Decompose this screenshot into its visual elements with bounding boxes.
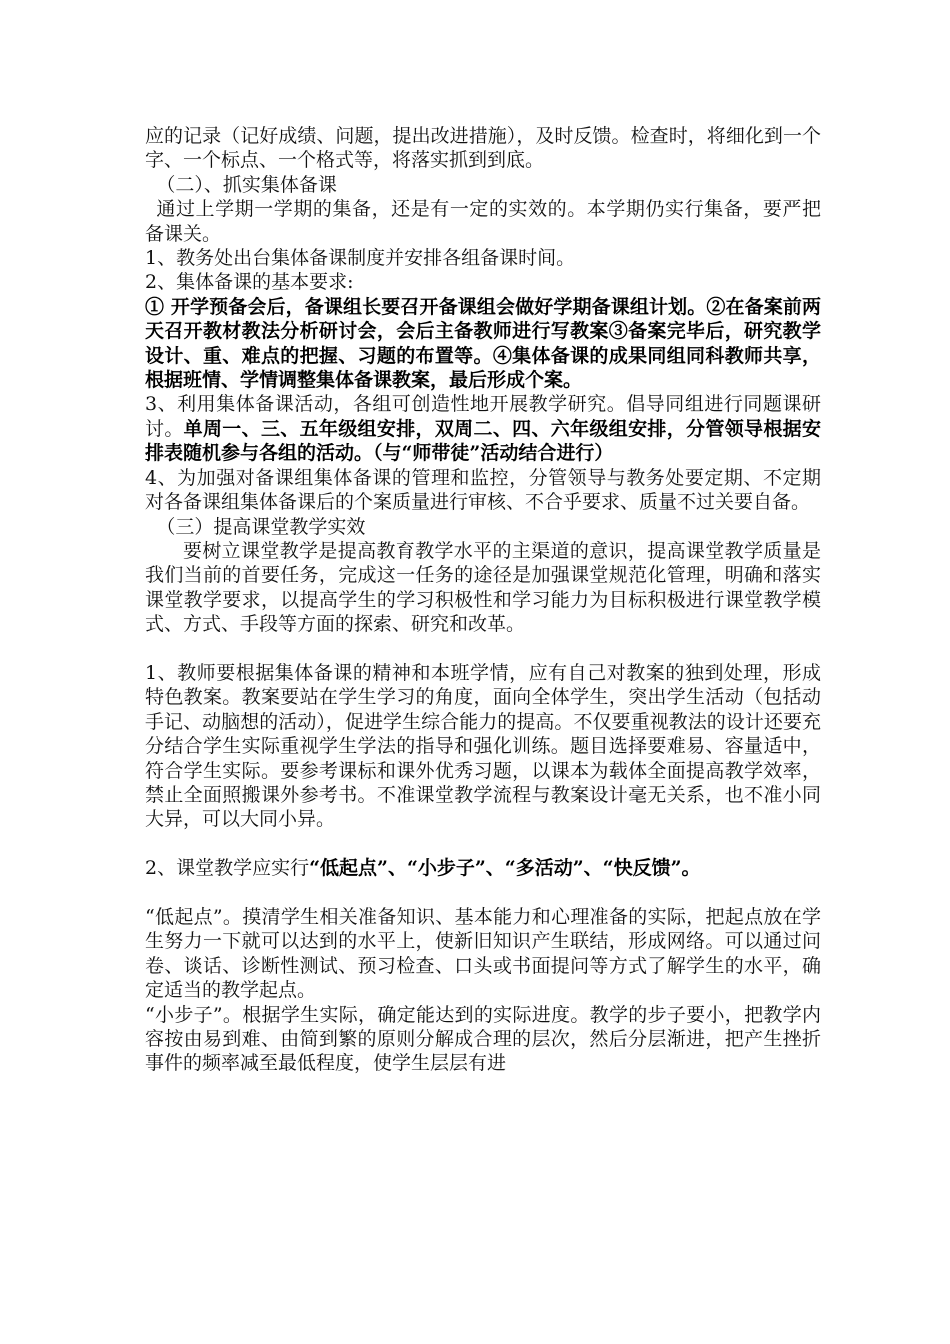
paragraph-item-1: 1、教务处出台集体备课制度并安排各组备课时间。 [145, 247, 576, 270]
paragraph-spacer [145, 637, 821, 661]
item-3-text: 3、利用集体备课活动，各组可创造性地开展教学研究。倡导同组进行同题课研讨。 [145, 393, 821, 440]
paragraph-record-feedback: 应的记录（记好成绩、问题，提出改进措施），及时反馈。检查时，将细化到一个字、一个标点、一个格式等，将落实抓到到底。 [145, 125, 821, 172]
paragraph-classroom-intro: 要树立课堂教学是提高教育教学水平的主渠道的意识，提高课堂教学质量是我们当前的首要任务，完成这一任务的途径是加强课堂规范化管理，明确和落实课堂教学要求，以提高学生的学习积极性和学习能力为目标积极进行课堂教学模式、方式、手段等方面的探索、研究和改革。 [145, 539, 821, 636]
paragraph-low-starting-point: “低起点”。摸清学生相关准备知识、基本能力和心理准备的实际，把起点放在学生努力一下就可以达到的水平上，使新旧知识产生联结，形成网络。可以通过问卷、谈话、诊断性测试、预习检查、口头或书面提问等方式了解学生的水平，确定适当的教学起点。 [145, 905, 821, 1002]
paragraph-requirements-bold: ① 开学预备会后，备课组长要召开备课组会做好学期备课组计划。②在备案前两天召开教材教法分析研讨会，会后主备教师进行写教案③备案完毕后，研究教学设计、重、难点的把握、习题的布置等。④集体备课的成果同组同科教师共享，根据班情、学情调整集体备课教案，最后形成个案。 [145, 295, 821, 392]
paragraph-classroom-principles [145, 856, 821, 880]
paragraph-teacher-lesson-plan: 1、教师要根据集体备课的精神和本班学情，应有自己对教案的独到处理，形成特色教案。教案要站在学生学习的角度，面向全体学生，突出学生活动（包括动手记、动脑想的活动），促进学生综合能力的提高。不仅要重视教法的设计还要充分结合学生实际重视学生学法的指导和强化训练。题目选择要难易、容量适中，符合学生实际。要参考课标和课外优秀习题，以课本为载体全面提高教学效率，禁止全面照搬课外参考书。不准课堂教学流程与教案设计毫无关系，也不准小同大异，可以大同小异。 [145, 661, 821, 831]
principles-bold: “低起点”、“小步子”、“多活动”、“快反馈”。 [309, 857, 701, 880]
item-3-bold-schedule: 单周一、三、五年级组安排，双周二、四、六年级组安排，分管领导根据安排表随机参与各组的活动。（与“师带徒”活动结合进行） [145, 417, 821, 465]
principles-text: 2、课堂教学应实行 [145, 857, 310, 880]
paragraph-spacer [145, 832, 821, 856]
section-heading-classroom-effectiveness: （三）提高课堂教学实效 [156, 515, 366, 538]
paragraph-item-3 [145, 392, 821, 465]
document-body [145, 124, 821, 1076]
paragraph-collective-prep-intro: 通过上学期一学期的集备，还是有一定的实效的。本学期仍实行集备，要严把备课关。 [145, 198, 821, 245]
paragraph-small-steps: “小步子”。根据学生实际，确定能达到的实际进度。教学的步子要小，把教学内容按由易到难、由简到繁的原则分解成合理的层次，然后分层渐进，把产生挫折事件的频率减至最低程度，使学生层层有进 [145, 1003, 821, 1075]
paragraph-item-2: 2、集体备课的基本要求: [145, 271, 354, 294]
section-heading-collective-lesson-prep: （二）、抓实集体备课 [156, 173, 337, 196]
paragraph-spacer [145, 881, 821, 905]
paragraph-item-4: 4、为加强对备课组集体备课的管理和监控，分管领导与教务处要定期、不定期对各备课组集体备课后的个案质量进行审核、不合乎要求、质量不过关要自备。 [145, 466, 821, 514]
